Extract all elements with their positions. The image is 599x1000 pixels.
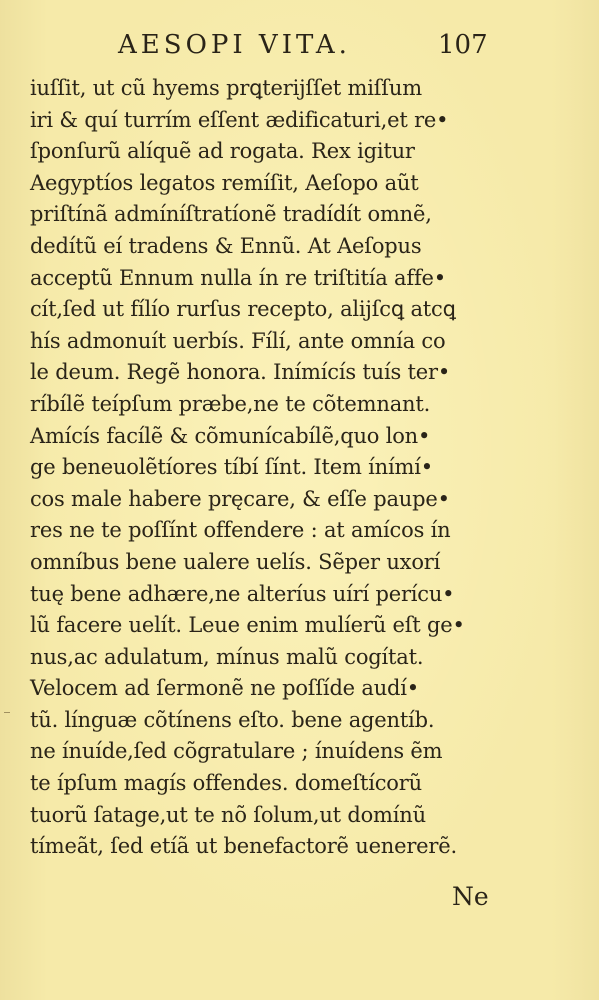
text-line: lũ facere uelít. Leue enim mulíerũ eſt ge•	[30, 613, 465, 638]
text-line: te ípſum magís offendes. domeſtícorũ	[30, 771, 422, 796]
text-line: cít,ſed ut fílío rurſus recepto, alijſcꝗ atcꝗ	[30, 297, 456, 322]
text-line: tuę bene adhære,ne alteríus uírí perícu•	[30, 581, 455, 606]
text-line: tímeãt, ſed etíã ut benefactorẽ uenererẽ.	[30, 834, 457, 859]
text-line: ríbílẽ teípſum præbe,ne te cõtemnant.	[30, 391, 431, 416]
text-block	[30, 73, 500, 863]
text-line: acceptũ Ennum nulla ín re triſtitía affe•	[30, 265, 446, 290]
page-number: 107	[438, 30, 488, 60]
text-line: Aegyptíos legatos remíſit, Aeſopo aũt	[30, 170, 419, 195]
text-line: le deum. Regẽ honora. Inímícís tuís ter•	[30, 360, 451, 385]
text-line: hís admonuít uerbís. Fílí, ante omnía co	[30, 328, 446, 353]
text-line: priſtínã admíníſtratíonẽ tradídít omnẽ,	[30, 202, 432, 227]
text-line: Velocem ad ſermonẽ ne poſſíde audí•	[30, 676, 419, 701]
text-line: Amícís facílẽ & cõmunícabílẽ,quo lon•	[30, 423, 431, 448]
text-line: omníbus bene ualere uelís. Sẽper uxorí	[30, 549, 441, 574]
text-line: ne ínuíde,ſed cõgratulare ; ínuídens ẽm	[30, 739, 443, 764]
text-line: iri & quí turrím eſſent ædificaturi,et re•	[30, 107, 449, 132]
text-line: cos male habere pręcare, & eſſe paupe•	[30, 486, 450, 511]
text-line: tũ. línguæ cõtínens eſto. bene agentíb.	[30, 707, 435, 732]
text-line: ge beneuolẽtíores tíbí ſínt. Item ínímí•	[30, 455, 433, 480]
catchword: Ne	[452, 882, 489, 911]
text-line: tuorũ ſatage,ut te nõ ſolum,ut domínũ	[30, 802, 426, 827]
text-line: nus,ac adulatum, mínus malũ cogítat.	[30, 644, 424, 669]
running-title: AESOPI VITA.	[118, 30, 351, 60]
margin-mark	[4, 712, 10, 713]
text-line: iuſſit, ut cũ hyems prꝗterijſſet miſſum	[30, 76, 422, 100]
running-head	[0, 28, 599, 62]
text-line: res ne te poſſínt offendere : at amícos ín	[30, 518, 451, 543]
text-line: ſponſurũ alíquẽ ad rogata. Rex igitur	[30, 139, 415, 164]
text-line: dedítũ eí tradens & Ennũ. At Aeſopus	[30, 233, 422, 258]
